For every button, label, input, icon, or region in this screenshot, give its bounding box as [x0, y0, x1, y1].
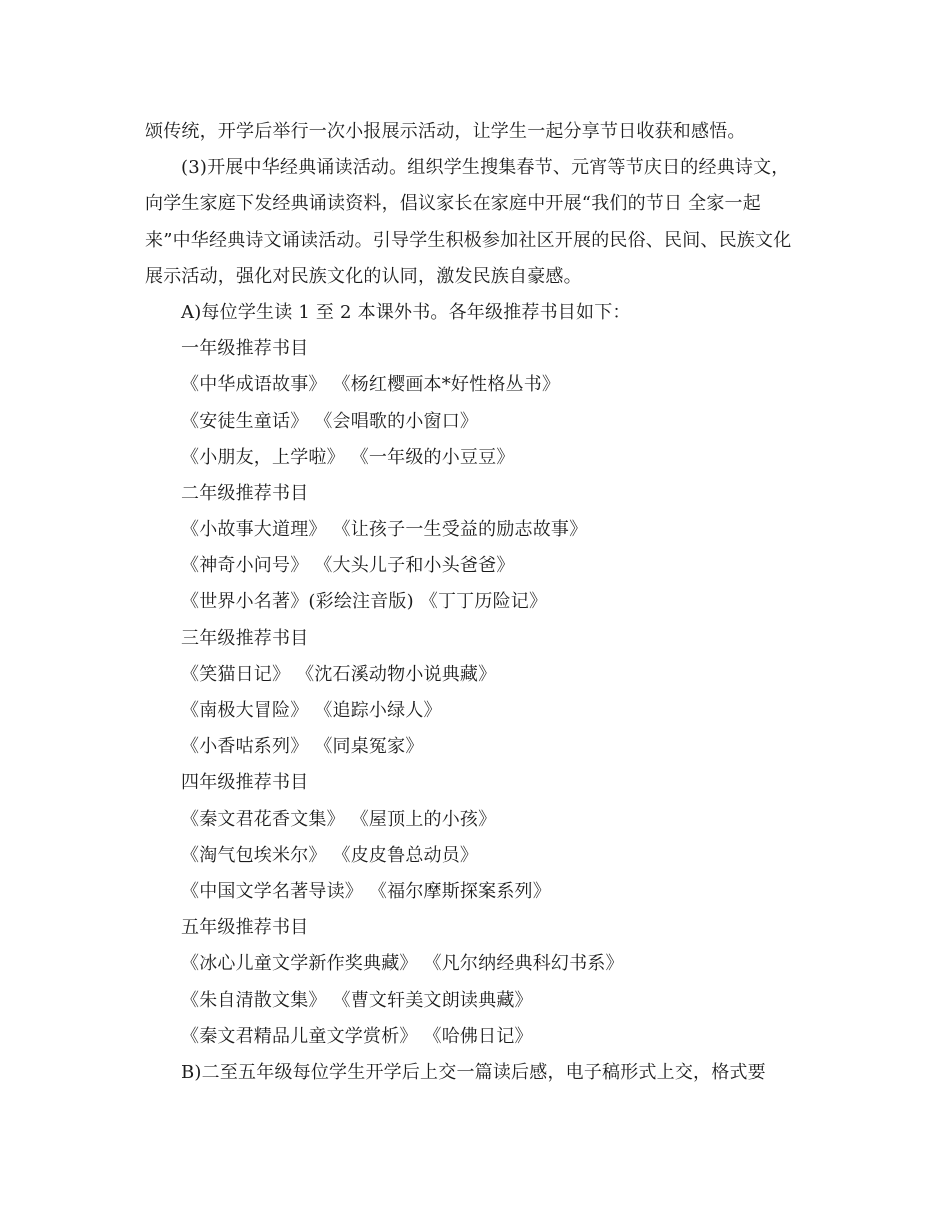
text-line: 五年级推荐书目 — [181, 917, 309, 939]
text-line: 《安徒生童话》 《会唱歌的小窗口》 — [181, 410, 479, 432]
text-line: 一年级推荐书目 — [181, 338, 309, 360]
text-line: 《冰心儿童文学新作奖典藏》 《凡尔纳经典科幻书系》 — [181, 953, 624, 975]
text-line: 《中国文学名著导读》 《福尔摩斯探案系列》 — [181, 880, 551, 902]
document-body — [145, 114, 805, 1091]
text-line: 来”中华经典诗文诵读活动。引导学生积极参加社区开展的民俗、民间、民族文化 — [145, 229, 792, 251]
text-line: 《神奇小问号》 《大头儿子和小头爸爸》 — [181, 555, 515, 577]
text-line: 四年级推荐书目 — [181, 772, 309, 794]
text-line: 展示活动，强化对民族文化的认同，激发民族自豪感。 — [145, 265, 582, 287]
text-line: 二年级推荐书目 — [181, 482, 309, 504]
text-line: 《秦文君花香文集》 《屋顶上的小孩》 — [181, 808, 497, 830]
text-line: 《南极大冒险》 《追踪小绿人》 — [181, 700, 442, 721]
text-line: 《世界小名著》(彩绘注音版) 《丁丁历险记》 — [181, 591, 548, 613]
text-line: 《秦文君精品儿童文学赏析》 《哈佛日记》 — [181, 1025, 533, 1047]
text-line: A)每位学生读 1 至 2 本课外书。各年级推荐书目如下： — [181, 301, 631, 323]
text-line: 《中华成语故事》 《杨红樱画本*好性格丛书》 — [181, 374, 561, 396]
text-line: 《淘气包埃米尔》 《皮皮鲁总动员》 — [181, 844, 479, 866]
text-line: 向学生家庭下发经典诵读资料，倡议家长在家庭中开展“我们的节日 全家一起 — [145, 193, 761, 215]
text-line: (3)开展中华经典诵读活动。组织学生搜集春节、元宵等节庆日的经典诗文， — [181, 157, 790, 179]
text-line: B)二至五年级每位学生开学后上交一篇读后感，电子稿形式上交，格式要 — [181, 1061, 766, 1083]
text-line: 《小香咕系列》 《同桌冤家》 — [181, 736, 424, 758]
text-line: 三年级推荐书目 — [181, 627, 309, 649]
text-line: 《小朋友，上学啦》 《一年级的小豆豆》 — [181, 446, 515, 468]
text-line: 颂传统，开学后举行一次小报展示活动，让学生一起分享节日收获和感悟。 — [145, 121, 746, 142]
text-line: 《朱自清散文集》 《曹文轩美文朗读典藏》 — [181, 989, 533, 1011]
text-line: 《小故事大道理》 《让孩子一生受益的励志故事》 — [181, 519, 588, 541]
text-line: 《笑猫日记》 《沈石溪动物小说典藏》 — [181, 663, 497, 685]
